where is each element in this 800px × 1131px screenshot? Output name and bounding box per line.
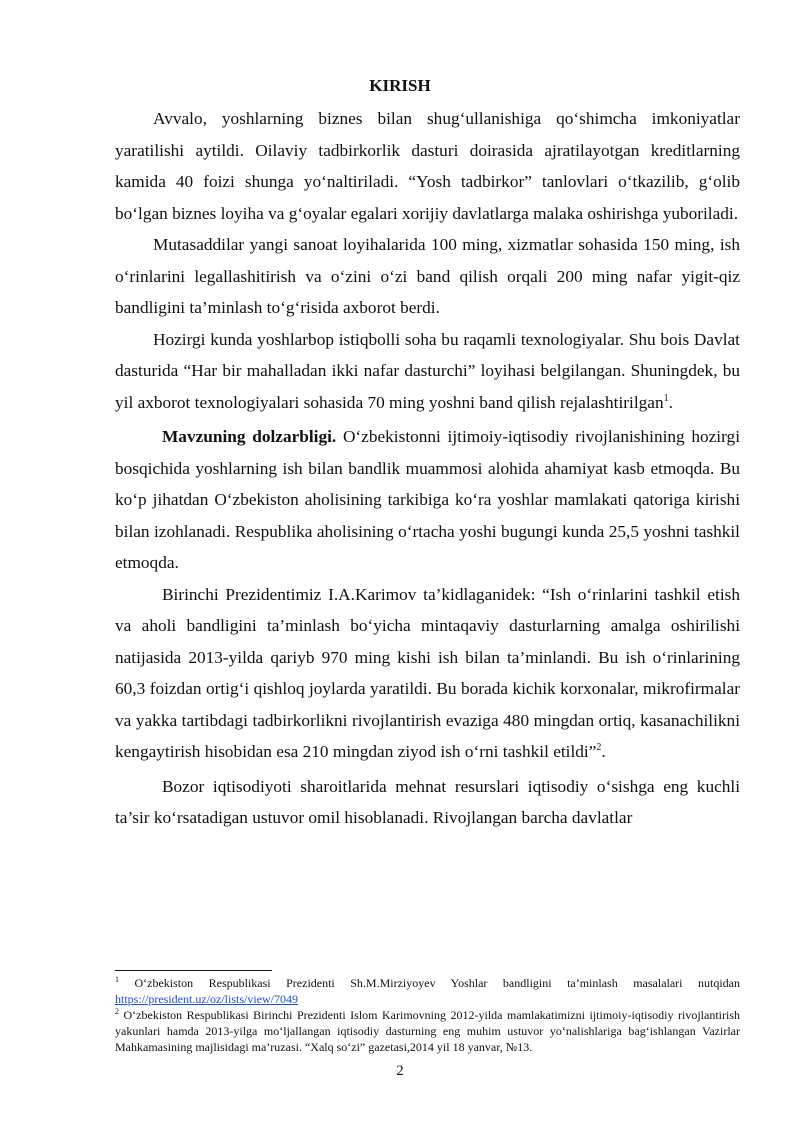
footnote-separator xyxy=(115,970,272,971)
paragraph-quote xyxy=(115,579,740,768)
relevance-text: O‘zbekistonni ijtimoiy-iqtisodiy rivojlanishining hozirgi bosqichida yoshlarning ish bilan bandlik muammosi alohida ahamiyat kasb etmoqda. Bu ko‘p jihatdan O‘zbekiston aholisining tarkibiga ko‘ra yoshlar mamlakati qatoriga kirishi bilan izohlanadi. Respublika aholisining o‘rtacha yoshi bugungi kunda 25,5 yoshni tashkil etmoqda. xyxy=(115,427,740,572)
footnote-link[interactable]: https://president.uz/oz/lists/view/7049 xyxy=(115,992,298,1006)
footnote-number: 2 xyxy=(115,1007,119,1016)
footnote-ref-1[interactable]: 1 xyxy=(663,392,669,404)
paragraph-digital xyxy=(115,324,740,419)
body-text xyxy=(115,103,740,834)
relevance-lead: Mavzuning dolzarbligi. xyxy=(162,427,337,446)
footnote-text: O‘zbekiston Respublikasi Birinchi Prezidenti Islom Karimovning 2012-yilda mamlakatimizni ijtimoiy-iqtisodiy rivojlantirish yakunlari hamda 2013-yilga mo‘ljallangan iqtisodiy dasturning eng muhim ustuvor yo‘nalishlariga bag‘ishlangan Vazirlar Mahkamasining majlisidagi ma’ruzasi. “Xalq so‘zi” gazetasi,2014 yil 18 yanvar, №13. xyxy=(115,1008,740,1054)
footnote-1 xyxy=(115,975,740,1007)
footnote-number: 1 xyxy=(115,975,119,984)
paragraph-employment: Mutasaddilar yangi sanoat loyihalarida 100 ming, xizmatlar sohasida 150 ming, ish o‘rinlarini legallashitirish va o‘zini o‘zi band qilish orqali 200 ming nafar yigit-qiz bandligini ta’minlash to‘g‘risida axborot berdi. xyxy=(115,235,740,317)
paragraph-relevance xyxy=(115,421,740,579)
footnote-ref-2[interactable]: 2 xyxy=(596,742,602,754)
page-number: 2 xyxy=(396,1063,404,1079)
section-heading: KIRISH xyxy=(369,76,431,95)
footnotes xyxy=(115,975,740,1055)
paragraph-intro: Avvalo, yoshlarning biznes bilan shug‘ullanishiga qo‘shimcha imkoniyatlar yaratilishi aytildi. Oilaviy tadbirkorlik dasturi doirasida ajratilayotgan kreditlarning kamida 40 foizi shunga yo‘naltiriladi. “Yosh tadbirkor” tanlovlari o‘tkazilib, g‘olib bo‘lgan biznes loyiha va g‘oyalar egalari xorijiy davlatlarga malaka oshirishga yuboriladi. xyxy=(115,109,740,223)
footnote-2 xyxy=(115,1007,740,1055)
paragraph-market: Bozor iqtisodiyoti sharoitlarida mehnat resurslari iqtisodiy o‘sishga eng kuchli ta’sir ko‘rsatadigan ustuvor omil hisoblanadi. Rivojlangan barcha davlatlar xyxy=(115,776,740,827)
paragraph-digital-text: Hozirgi kunda yoshlarbop istiqbolli soha bu raqamli texnologiyalar. Shu bois Davlat dasturida “Har bir mahalladan ikki nafar dasturchi” loyihasi belgilangan. Shuningdek, bu yil axborot texnologiyalari sohasida 70 ming yoshni band qilish rejalashtirilgan xyxy=(115,329,740,412)
footnote-text: O‘zbekiston Respublikasi Prezidenti Sh.M.Mirziyoyev Yoshlar bandligini ta’minlash masalalari nutqidan xyxy=(119,976,740,990)
paragraph-quote-text: Birinchi Prezidentimiz I.A.Karimov ta’kidlaganidek: “Ish o‘rinlarini tashkil etish va aholi bandligini ta’minlash bo‘yicha mintaqaviy dasturlarning amalga oshirilishi natijasida 2013-yilda qariyb 970 ming kishi ish bilan ta’minlandi. Bu ish o‘rinlarining 60,3 foizdan ortig‘i qishloq joylarda yaratildi. Bu borada kichik korxonalar, mikrofirmalar va yakka tartibdagi tadbirkorlikni rivojlantirish evaziga 480 mingdan ortiq, kasanachilikni kengaytirish hisobidan esa 210 mingdan ziyod ish o‘rni tashkil etildi” xyxy=(115,584,740,761)
paragraph-quote-end: . xyxy=(601,742,606,761)
paragraph-digital-end: . xyxy=(668,392,673,412)
